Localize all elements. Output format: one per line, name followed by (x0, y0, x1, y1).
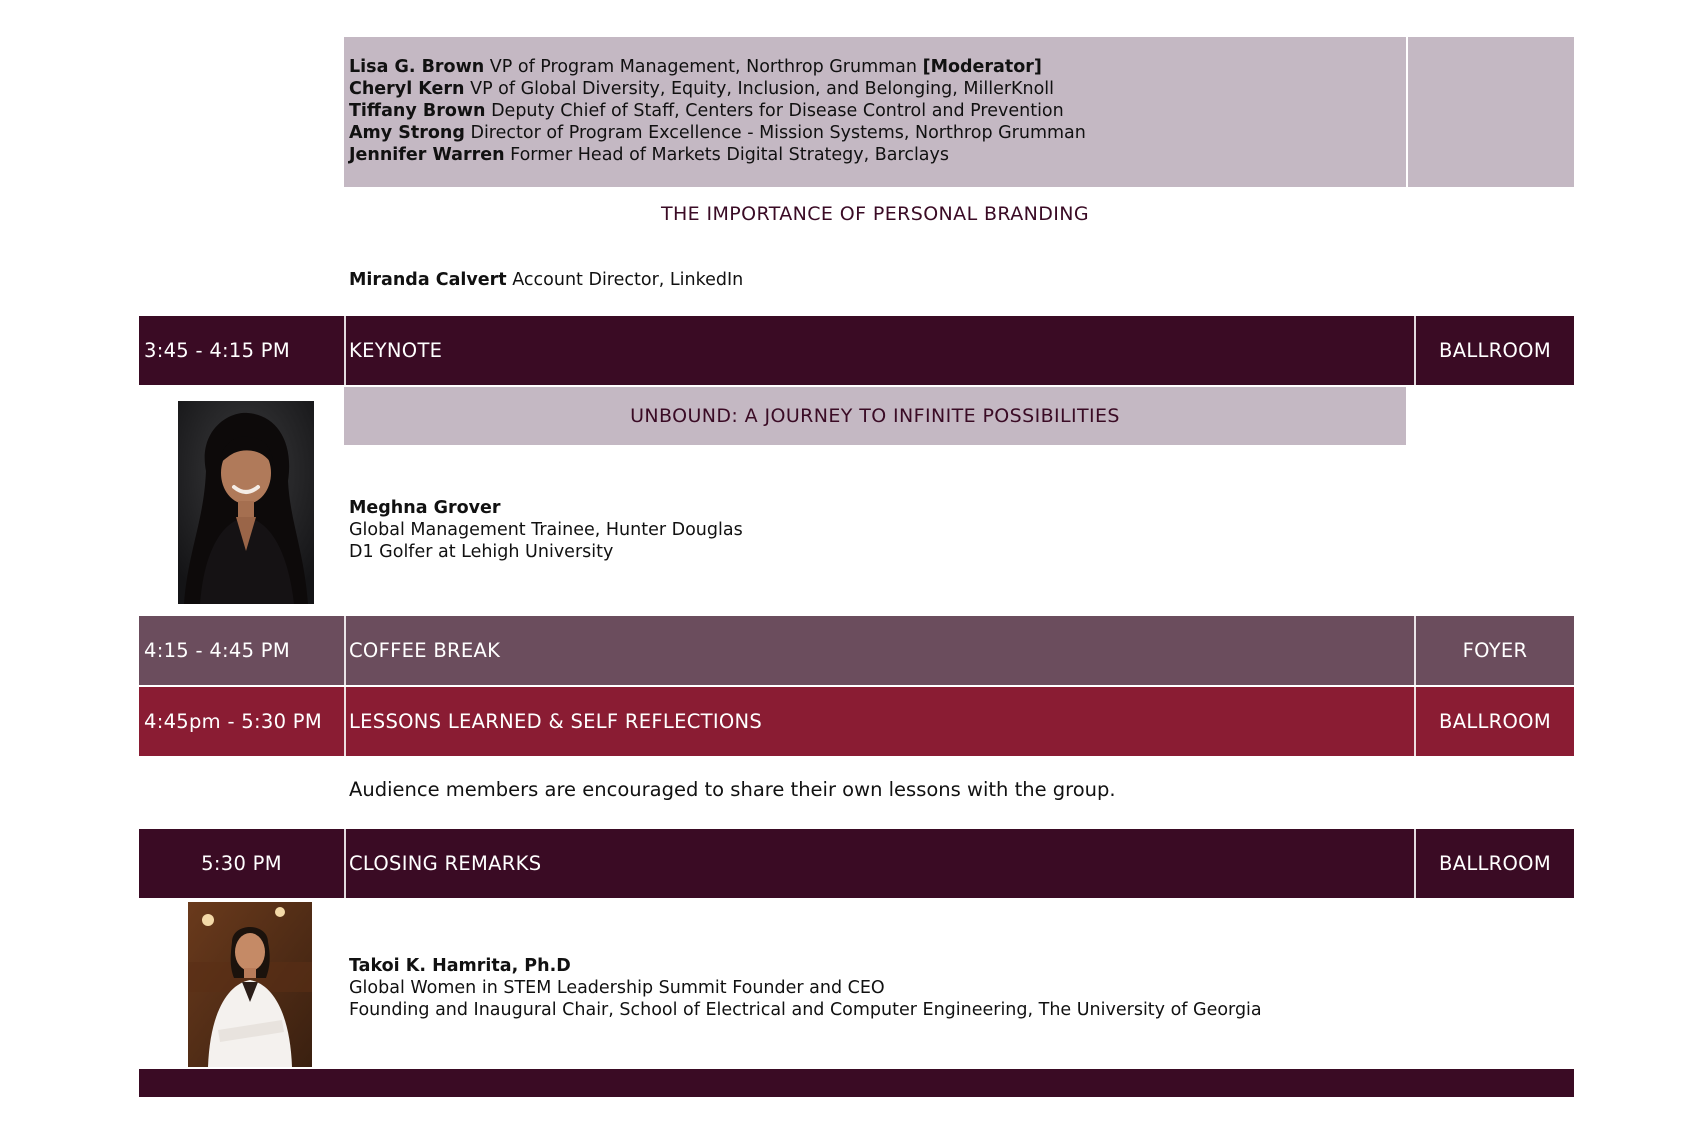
agenda-row-closing-remarks (139, 829, 1574, 898)
panel-member (349, 144, 1086, 166)
session-label: LESSONS LEARNED & SELF REFLECTIONS (349, 710, 763, 733)
panel-member (349, 122, 1086, 144)
panel-members-block (344, 37, 1574, 187)
panel-member-name: Amy Strong (349, 123, 465, 143)
panel-divider (1406, 37, 1408, 187)
panel-member (349, 100, 1086, 122)
speaker-name-text: Meghna Grover (349, 498, 501, 518)
speaker-name-text: Takoi K. Hamrita, Ph.D (349, 956, 571, 976)
portrait-image-icon (178, 401, 314, 604)
agenda-row-keynote (139, 316, 1574, 385)
speaker-name (349, 497, 743, 519)
session-label: KEYNOTE (349, 339, 443, 362)
branding-session-title: THE IMPORTANCE OF PERSONAL BRANDING (660, 203, 1090, 225)
panel-member-title: Director of Program Excellence - Mission Systems, Northrop Grumman (470, 123, 1086, 143)
session-room: BALLROOM (1439, 339, 1551, 362)
agenda-row-coffee-break (139, 616, 1574, 685)
session-room: BALLROOM (1439, 710, 1551, 733)
panel-member-name: Jennifer Warren (349, 145, 505, 165)
speaker-name (349, 955, 1262, 977)
moderator-tag: [Moderator] (922, 57, 1042, 77)
row-divider (344, 616, 346, 685)
panel-member-name: Cheryl Kern (349, 79, 465, 99)
session-time: 4:45pm - 5:30 PM (144, 710, 322, 733)
speaker-photo-meghna-grover (178, 401, 314, 604)
panel-member (349, 56, 1086, 78)
closing-speaker (349, 955, 1262, 1021)
session-time: 4:15 - 4:45 PM (144, 639, 290, 662)
keynote-speaker (349, 497, 743, 563)
speaker-role: Global Women in STEM Leadership Summit Founder and CEO (349, 978, 885, 998)
speaker-affiliation: D1 Golfer at Lehigh University (349, 542, 614, 562)
session-time: 3:45 - 4:15 PM (144, 339, 290, 362)
panel-member-title: VP of Program Management, Northrop Grumman (489, 57, 917, 77)
panel-member (349, 78, 1086, 100)
branding-speaker (349, 269, 743, 291)
panel-member-name: Tiffany Brown (349, 101, 486, 121)
keynote-subtitle: UNBOUND: A JOURNEY TO INFINITE POSSIBILITIES (344, 387, 1406, 445)
speaker-role: Global Management Trainee, Hunter Douglas (349, 520, 743, 540)
speaker-name: Miranda Calvert (349, 270, 507, 290)
row-divider (344, 687, 346, 756)
session-time: 5:30 PM (201, 852, 282, 875)
session-room: BALLROOM (1439, 852, 1551, 875)
speaker-affiliation: Founding and Inaugural Chair, School of Electrical and Computer Engineering, The University of Georgia (349, 1000, 1262, 1020)
panel-member-title: Deputy Chief of Staff, Centers for Disease Control and Prevention (491, 101, 1064, 121)
session-label: COFFEE BREAK (349, 639, 501, 662)
speaker-photo-takoi-hamrita (188, 902, 312, 1067)
row-divider (344, 829, 346, 898)
panel-member-title: VP of Global Diversity, Equity, Inclusion, and Belonging, MillerKnoll (470, 79, 1055, 99)
panel-member-title: Former Head of Markets Digital Strategy, Barclays (510, 145, 949, 165)
lessons-note: Audience members are encouraged to share their own lessons with the group. (349, 778, 1116, 801)
panel-members-list (349, 56, 1086, 166)
portrait-image-icon (188, 902, 312, 1067)
agenda-row-lessons-learned (139, 687, 1574, 756)
row-divider (344, 316, 346, 385)
footer-bar (139, 1069, 1574, 1097)
session-room: FOYER (1462, 639, 1528, 662)
speaker-title: Account Director, LinkedIn (512, 270, 744, 290)
session-label: CLOSING REMARKS (349, 852, 542, 875)
panel-member-name: Lisa G. Brown (349, 57, 485, 77)
